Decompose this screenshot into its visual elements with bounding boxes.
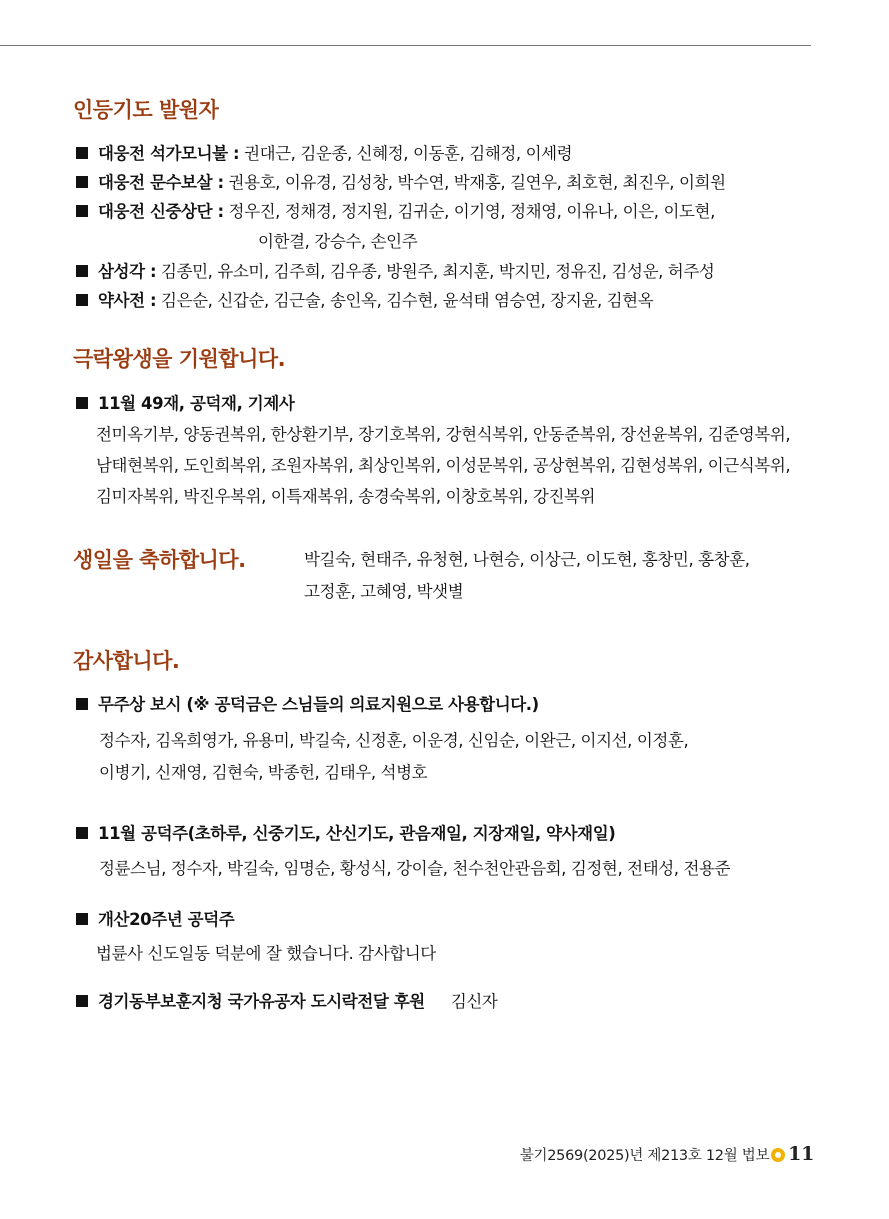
item-label: 11월 공덕주(초하루, 신중기도, 산신기도, 관음재일, 지장재일, 약사재일) — [98, 824, 616, 843]
row-label: 삼성각 : — [98, 262, 157, 281]
list-item — [76, 172, 726, 194]
item-label: 개산20주년 공덕주 — [98, 910, 235, 929]
footer-issue-text: 불기2569(2025)년 제213호 12월 법보 — [519, 1148, 770, 1164]
row-names: 정우진, 정채경, 정지원, 김귀순, 이기영, 정채영, 이유나, 이은, 이도현, — [228, 202, 715, 221]
row-label: 대웅전 석가모니불 : — [98, 144, 240, 163]
page-footer — [520, 1143, 814, 1165]
row-label: 대웅전 신중상단 : — [98, 202, 224, 221]
item-label: 경기동부보훈지청 국가유공자 도시락전달 후원 — [98, 992, 425, 1011]
memorial-names-line: 남태현복위, 도인희복위, 조원자복위, 최상인복위, 이성문복위, 공상현복위, 김현성복위, 이근식복위, — [96, 456, 791, 475]
item-label: 11월 49재, 공덕재, 기제사 — [98, 394, 295, 413]
row-label: 대웅전 문수보살 : — [98, 173, 224, 192]
list-item — [76, 694, 539, 716]
row-label: 약사전 : — [98, 291, 157, 310]
dharma-wheel-icon — [771, 1148, 785, 1162]
square-bullet-icon — [76, 913, 88, 925]
list-item — [76, 823, 615, 845]
square-bullet-icon — [76, 698, 88, 710]
sponsor-name: 김신자 — [450, 992, 498, 1011]
row-names-continued: 이한결, 강승수, 손인주 — [258, 232, 418, 251]
page-number: 11 — [788, 1143, 814, 1165]
row-names: 김은순, 신갑순, 김근술, 송인옥, 김수현, 윤석태 염승연, 장지윤, 김현옥 — [161, 291, 654, 310]
square-bullet-icon — [76, 176, 88, 188]
memorial-names-line: 김미자복위, 박진우복위, 이특재복위, 송경숙복위, 이창호복위, 강진복위 — [96, 487, 596, 506]
birthday-names-line: 박길숙, 현태주, 유청현, 나현승, 이상근, 이도현, 홍창민, 홍창훈, — [304, 550, 750, 569]
square-bullet-icon — [76, 205, 88, 217]
top-divider — [0, 45, 811, 46]
section-title-lantern-donors: 인등기도 발원자 — [73, 98, 219, 122]
list-item — [76, 201, 715, 223]
square-bullet-icon — [76, 294, 88, 306]
square-bullet-icon — [76, 397, 88, 409]
row-names: 권용호, 이유경, 김성창, 박수연, 박재홍, 길연우, 최호현, 최진우, 이희원 — [228, 173, 726, 192]
donor-names-line: 이병기, 신재영, 김현숙, 박종헌, 김태우, 석병호 — [99, 763, 428, 782]
list-item — [76, 991, 497, 1013]
birthday-names-line: 고정훈, 고혜영, 박샛별 — [304, 582, 464, 601]
square-bullet-icon — [76, 147, 88, 159]
list-item — [76, 393, 294, 415]
section-title-birthday: 생일을 축하합니다. — [73, 548, 246, 572]
square-bullet-icon — [76, 827, 88, 839]
section-title-thanks: 감사합니다. — [73, 649, 180, 673]
donor-names-line: 정륜스님, 정수자, 박길숙, 임명순, 황성식, 강이슬, 천수천안관음회, 김정현, 전태성, 전용준 — [99, 859, 731, 878]
item-label: 무주상 보시 (※ 공덕금은 스님들의 의료지원으로 사용합니다.) — [98, 695, 539, 714]
section-title-memorial: 극락왕생을 기원합니다. — [73, 347, 286, 371]
memorial-names-line: 전미옥기부, 양동권복위, 한상환기부, 장기호복위, 강현식복위, 안동준복위, 장선윤복위, 김준영복위, — [96, 425, 791, 444]
list-item — [76, 290, 653, 312]
donor-names-line: 법륜사 신도일동 덕분에 잘 했습니다. 감사합니다 — [96, 944, 436, 963]
row-names: 김종민, 유소미, 김주희, 김우종, 방원주, 최지훈, 박지민, 정유진, 김성운, 허주성 — [161, 262, 715, 281]
list-item — [76, 143, 572, 165]
row-names: 권대근, 김운종, 신혜정, 이동훈, 김해정, 이세령 — [244, 144, 573, 163]
donor-names-line: 정수자, 김옥희영가, 유용미, 박길숙, 신정훈, 이운경, 신임순, 이완근, 이지선, 이정훈, — [99, 731, 689, 750]
square-bullet-icon — [76, 995, 88, 1007]
list-item — [76, 909, 234, 931]
list-item — [76, 261, 714, 283]
square-bullet-icon — [76, 265, 88, 277]
